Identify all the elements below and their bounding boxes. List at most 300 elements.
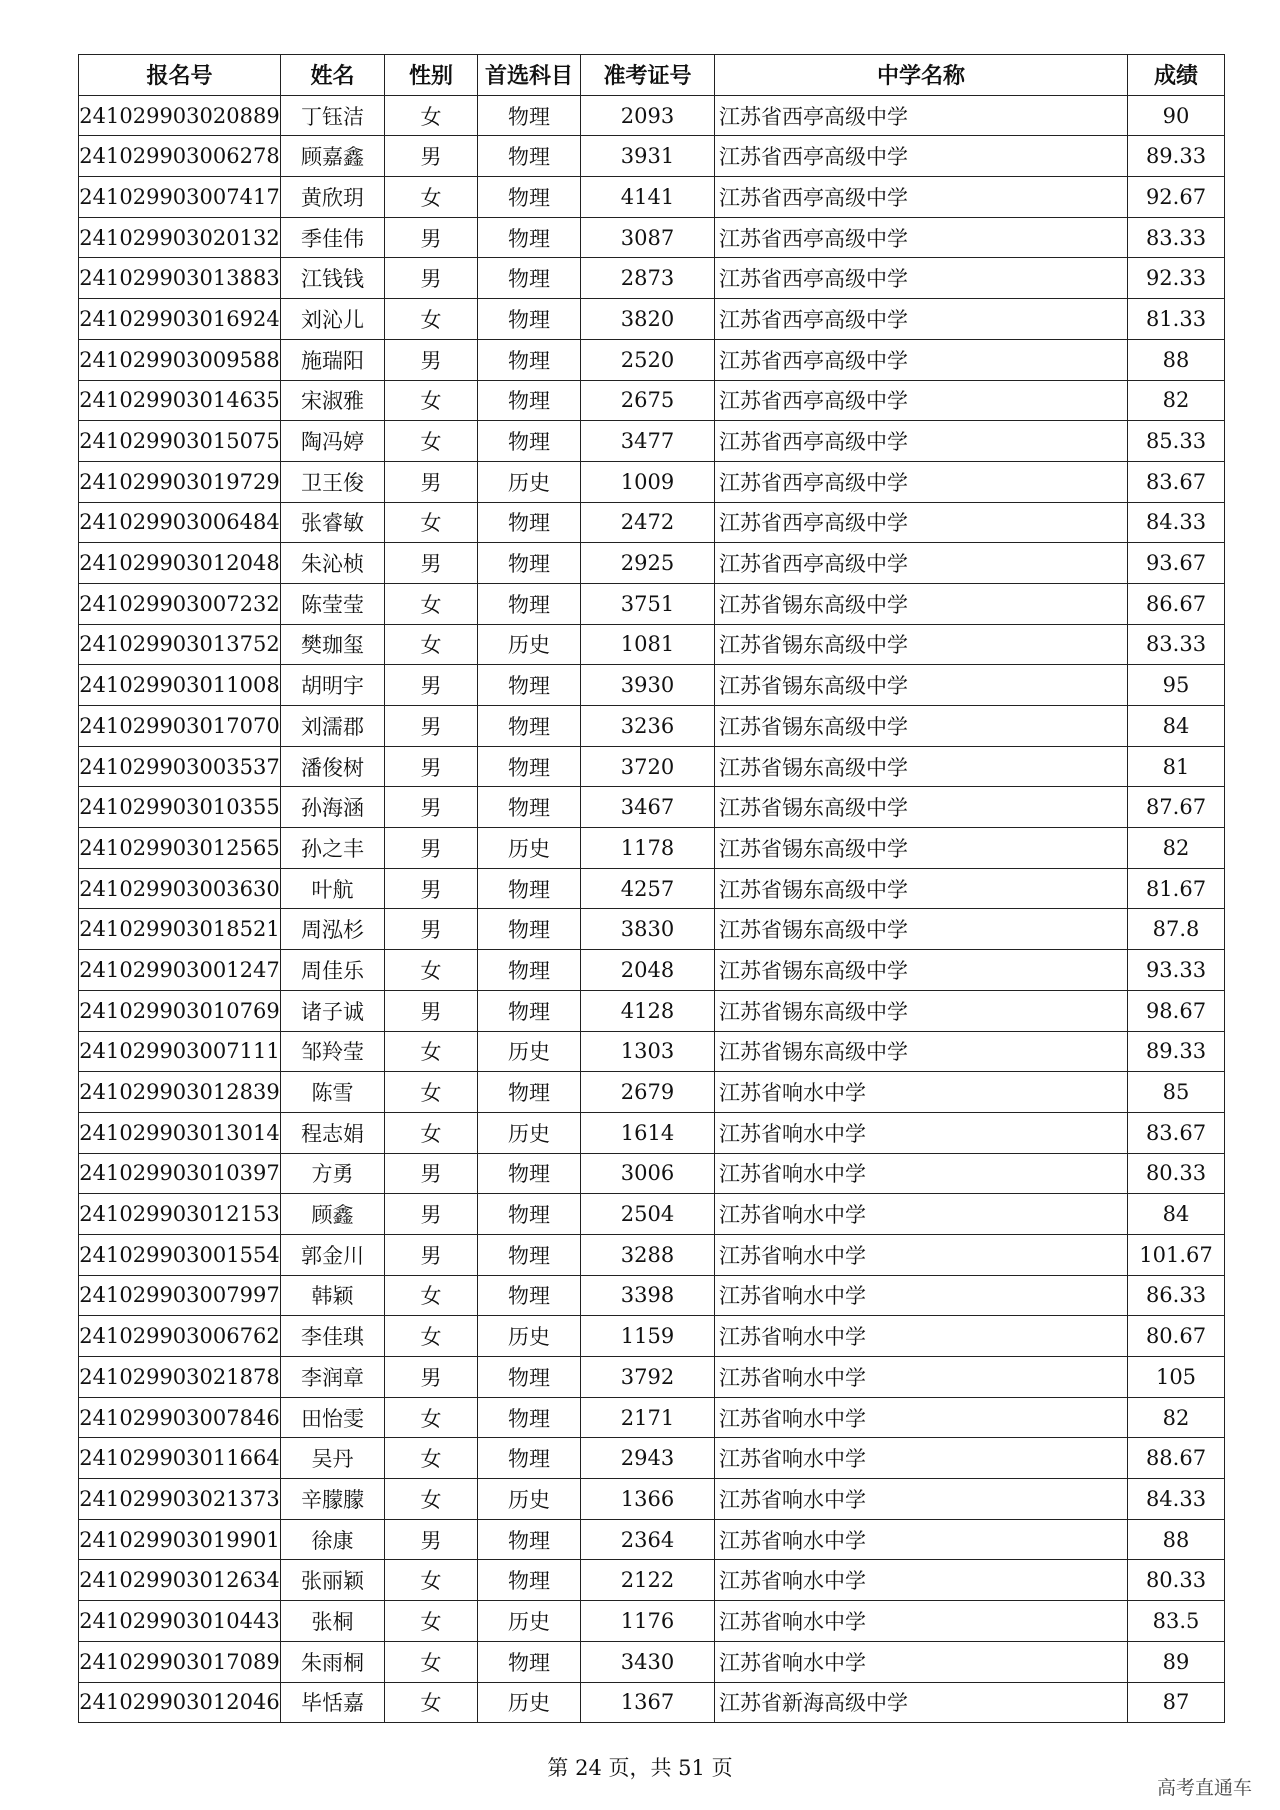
table-row <box>79 1031 1225 1072</box>
ticket-no-cell: 1367 <box>581 1682 715 1723</box>
subject-cell: 历史 <box>478 1316 581 1357</box>
name-cell: 韩颖 <box>281 1275 385 1316</box>
ticket-no-cell: 3930 <box>581 665 715 706</box>
score-cell: 98.67 <box>1128 990 1225 1031</box>
score-cell: 86.33 <box>1128 1275 1225 1316</box>
school-name-cell: 江苏省西亭高级中学 <box>715 543 1128 584</box>
name-cell: 李佳琪 <box>281 1316 385 1357</box>
ticket-no-cell: 2171 <box>581 1397 715 1438</box>
gender-cell: 男 <box>385 828 478 869</box>
name-cell: 孙海涵 <box>281 787 385 828</box>
table-row <box>79 339 1225 380</box>
ticket-no-cell: 3467 <box>581 787 715 828</box>
subject-cell: 物理 <box>478 1153 581 1194</box>
name-cell: 卫王俊 <box>281 461 385 502</box>
name-cell: 诸子诚 <box>281 990 385 1031</box>
school-name-cell: 江苏省西亭高级中学 <box>715 461 1128 502</box>
subject-cell: 物理 <box>478 1072 581 1113</box>
registration-no-cell: 241029903007111 <box>79 1031 281 1072</box>
registration-no-cell: 241029903012565 <box>79 828 281 869</box>
gender-cell: 女 <box>385 1601 478 1642</box>
gender-cell: 男 <box>385 706 478 747</box>
gender-cell: 女 <box>385 624 478 665</box>
school-name-cell: 江苏省锡东高级中学 <box>715 787 1128 828</box>
ticket-no-cell: 3792 <box>581 1357 715 1398</box>
registration-no-cell: 241029903007417 <box>79 177 281 218</box>
name-cell: 周佳乐 <box>281 950 385 991</box>
ticket-no-cell: 1081 <box>581 624 715 665</box>
school-name-cell: 江苏省西亭高级中学 <box>715 136 1128 177</box>
table-row <box>79 1601 1225 1642</box>
registration-no-cell: 241029903007232 <box>79 583 281 624</box>
subject-cell: 物理 <box>478 1275 581 1316</box>
score-cell: 93.67 <box>1128 543 1225 584</box>
registration-no-cell: 241029903012634 <box>79 1560 281 1601</box>
gender-cell: 女 <box>385 1031 478 1072</box>
table-row <box>79 868 1225 909</box>
name-cell: 潘俊树 <box>281 746 385 787</box>
subject-cell: 物理 <box>478 1234 581 1275</box>
ticket-no-cell: 3820 <box>581 299 715 340</box>
subject-cell: 物理 <box>478 299 581 340</box>
table-header-row <box>79 55 1225 96</box>
subject-cell: 物理 <box>478 339 581 380</box>
ticket-no-cell: 2520 <box>581 339 715 380</box>
registration-no-cell: 241029903003630 <box>79 868 281 909</box>
gender-cell: 男 <box>385 1194 478 1235</box>
header-school-name: 中学名称 <box>715 55 1128 96</box>
table-row <box>79 624 1225 665</box>
subject-cell: 历史 <box>478 1682 581 1723</box>
name-cell: 徐康 <box>281 1519 385 1560</box>
gender-cell: 男 <box>385 909 478 950</box>
table-row <box>79 380 1225 421</box>
table-row <box>79 461 1225 502</box>
registration-no-cell: 241029903001554 <box>79 1234 281 1275</box>
subject-cell: 物理 <box>478 95 581 136</box>
ticket-no-cell: 1176 <box>581 1601 715 1642</box>
registration-no-cell: 241029903012153 <box>79 1194 281 1235</box>
school-name-cell: 江苏省锡东高级中学 <box>715 624 1128 665</box>
name-cell: 程志娟 <box>281 1112 385 1153</box>
registration-no-cell: 241029903010355 <box>79 787 281 828</box>
name-cell: 丁钰洁 <box>281 95 385 136</box>
subject-cell: 物理 <box>478 1194 581 1235</box>
gender-cell: 男 <box>385 217 478 258</box>
ticket-no-cell: 3720 <box>581 746 715 787</box>
gender-cell: 男 <box>385 1234 478 1275</box>
table-row <box>79 1560 1225 1601</box>
score-cell: 83.67 <box>1128 1112 1225 1153</box>
registration-no-cell: 241029903006762 <box>79 1316 281 1357</box>
subject-cell: 物理 <box>478 787 581 828</box>
table-row <box>79 746 1225 787</box>
table-row <box>79 950 1225 991</box>
ticket-no-cell: 2675 <box>581 380 715 421</box>
registration-no-cell: 241029903010397 <box>79 1153 281 1194</box>
header-registration-no: 报名号 <box>79 55 281 96</box>
gender-cell: 男 <box>385 136 478 177</box>
gender-cell: 女 <box>385 1560 478 1601</box>
name-cell: 孙之丰 <box>281 828 385 869</box>
ticket-no-cell: 3751 <box>581 583 715 624</box>
school-name-cell: 江苏省锡东高级中学 <box>715 950 1128 991</box>
school-name-cell: 江苏省响水中学 <box>715 1072 1128 1113</box>
score-cell: 86.67 <box>1128 583 1225 624</box>
table-row <box>79 1682 1225 1723</box>
subject-cell: 物理 <box>478 177 581 218</box>
gender-cell: 男 <box>385 1153 478 1194</box>
subject-cell: 历史 <box>478 1112 581 1153</box>
score-cell: 92.67 <box>1128 177 1225 218</box>
subject-cell: 物理 <box>478 421 581 462</box>
subject-cell: 物理 <box>478 258 581 299</box>
gender-cell: 男 <box>385 868 478 909</box>
registration-no-cell: 241029903018521 <box>79 909 281 950</box>
gender-cell: 男 <box>385 1357 478 1398</box>
school-name-cell: 江苏省响水中学 <box>715 1479 1128 1520</box>
score-cell: 88 <box>1128 339 1225 380</box>
registration-no-cell: 241029903007997 <box>79 1275 281 1316</box>
score-cell: 88 <box>1128 1519 1225 1560</box>
registration-no-cell: 241029903012046 <box>79 1682 281 1723</box>
score-table <box>78 54 1225 1723</box>
school-name-cell: 江苏省响水中学 <box>715 1194 1128 1235</box>
registration-no-cell: 241029903017089 <box>79 1641 281 1682</box>
score-cell: 81 <box>1128 746 1225 787</box>
ticket-no-cell: 2504 <box>581 1194 715 1235</box>
name-cell: 施瑞阳 <box>281 339 385 380</box>
registration-no-cell: 241029903011008 <box>79 665 281 706</box>
table-row <box>79 502 1225 543</box>
name-cell: 陈雪 <box>281 1072 385 1113</box>
gender-cell: 女 <box>385 1072 478 1113</box>
table-row <box>79 258 1225 299</box>
ticket-no-cell: 2048 <box>581 950 715 991</box>
score-cell: 84 <box>1128 706 1225 747</box>
subject-cell: 物理 <box>478 1519 581 1560</box>
gender-cell: 男 <box>385 1519 478 1560</box>
score-cell: 83.33 <box>1128 217 1225 258</box>
table-row <box>79 1519 1225 1560</box>
ticket-no-cell: 2093 <box>581 95 715 136</box>
score-cell: 85.33 <box>1128 421 1225 462</box>
ticket-no-cell: 3430 <box>581 1641 715 1682</box>
gender-cell: 男 <box>385 665 478 706</box>
gender-cell: 女 <box>385 380 478 421</box>
registration-no-cell: 241029903013014 <box>79 1112 281 1153</box>
school-name-cell: 江苏省响水中学 <box>715 1601 1128 1642</box>
registration-no-cell: 241029903015075 <box>79 421 281 462</box>
gender-cell: 女 <box>385 1641 478 1682</box>
registration-no-cell: 241029903021878 <box>79 1357 281 1398</box>
school-name-cell: 江苏省锡东高级中学 <box>715 868 1128 909</box>
subject-cell: 历史 <box>478 1601 581 1642</box>
registration-no-cell: 241029903016924 <box>79 299 281 340</box>
subject-cell: 历史 <box>478 1479 581 1520</box>
table-row <box>79 1072 1225 1113</box>
score-cell: 89.33 <box>1128 1031 1225 1072</box>
subject-cell: 物理 <box>478 583 581 624</box>
registration-no-cell: 241029903007846 <box>79 1397 281 1438</box>
registration-no-cell: 241029903012048 <box>79 543 281 584</box>
score-cell: 89.33 <box>1128 136 1225 177</box>
registration-no-cell: 241029903006278 <box>79 136 281 177</box>
school-name-cell: 江苏省响水中学 <box>715 1316 1128 1357</box>
subject-cell: 物理 <box>478 706 581 747</box>
ticket-no-cell: 2873 <box>581 258 715 299</box>
registration-no-cell: 241029903019901 <box>79 1519 281 1560</box>
header-score: 成绩 <box>1128 55 1225 96</box>
subject-cell: 物理 <box>478 502 581 543</box>
name-cell: 毕恬嘉 <box>281 1682 385 1723</box>
gender-cell: 男 <box>385 258 478 299</box>
school-name-cell: 江苏省西亭高级中学 <box>715 299 1128 340</box>
gender-cell: 男 <box>385 787 478 828</box>
subject-cell: 物理 <box>478 950 581 991</box>
name-cell: 李润章 <box>281 1357 385 1398</box>
ticket-no-cell: 3288 <box>581 1234 715 1275</box>
ticket-no-cell: 4128 <box>581 990 715 1031</box>
subject-cell: 历史 <box>478 1031 581 1072</box>
school-name-cell: 江苏省西亭高级中学 <box>715 339 1128 380</box>
gender-cell: 女 <box>385 177 478 218</box>
ticket-no-cell: 2472 <box>581 502 715 543</box>
school-name-cell: 江苏省响水中学 <box>715 1560 1128 1601</box>
name-cell: 张桐 <box>281 1601 385 1642</box>
subject-cell: 物理 <box>478 217 581 258</box>
name-cell: 方勇 <box>281 1153 385 1194</box>
table-row <box>79 177 1225 218</box>
score-cell: 83.33 <box>1128 624 1225 665</box>
name-cell: 胡明宇 <box>281 665 385 706</box>
gender-cell: 女 <box>385 1682 478 1723</box>
table-row <box>79 1234 1225 1275</box>
subject-cell: 历史 <box>478 828 581 869</box>
ticket-no-cell: 1366 <box>581 1479 715 1520</box>
registration-no-cell: 241029903003537 <box>79 746 281 787</box>
school-name-cell: 江苏省西亭高级中学 <box>715 502 1128 543</box>
name-cell: 叶航 <box>281 868 385 909</box>
header-first-subject: 首选科目 <box>478 55 581 96</box>
gender-cell: 女 <box>385 299 478 340</box>
ticket-no-cell: 2943 <box>581 1438 715 1479</box>
score-table-container <box>78 54 1224 1723</box>
table-row <box>79 1112 1225 1153</box>
registration-no-cell: 241029903009588 <box>79 339 281 380</box>
name-cell: 刘沁儿 <box>281 299 385 340</box>
ticket-no-cell: 1009 <box>581 461 715 502</box>
name-cell: 郭金川 <box>281 1234 385 1275</box>
subject-cell: 物理 <box>478 665 581 706</box>
subject-cell: 物理 <box>478 868 581 909</box>
school-name-cell: 江苏省锡东高级中学 <box>715 746 1128 787</box>
ticket-no-cell: 3931 <box>581 136 715 177</box>
score-cell: 84.33 <box>1128 502 1225 543</box>
name-cell: 樊珈玺 <box>281 624 385 665</box>
ticket-no-cell: 2925 <box>581 543 715 584</box>
registration-no-cell: 241029903020889 <box>79 95 281 136</box>
table-row <box>79 828 1225 869</box>
school-name-cell: 江苏省锡东高级中学 <box>715 990 1128 1031</box>
ticket-no-cell: 2364 <box>581 1519 715 1560</box>
school-name-cell: 江苏省锡东高级中学 <box>715 583 1128 624</box>
name-cell: 陈莹莹 <box>281 583 385 624</box>
gender-cell: 女 <box>385 421 478 462</box>
registration-no-cell: 241029903020132 <box>79 217 281 258</box>
subject-cell: 物理 <box>478 1560 581 1601</box>
ticket-no-cell: 3236 <box>581 706 715 747</box>
school-name-cell: 江苏省锡东高级中学 <box>715 706 1128 747</box>
page-number: 第 24 页，共 51 页 <box>547 1756 733 1780</box>
name-cell: 江钱钱 <box>281 258 385 299</box>
registration-no-cell: 241029903006484 <box>79 502 281 543</box>
table-row <box>79 299 1225 340</box>
name-cell: 朱沁桢 <box>281 543 385 584</box>
school-name-cell: 江苏省西亭高级中学 <box>715 217 1128 258</box>
gender-cell: 女 <box>385 502 478 543</box>
score-cell: 101.67 <box>1128 1234 1225 1275</box>
name-cell: 邹羚莹 <box>281 1031 385 1072</box>
registration-no-cell: 241029903019729 <box>79 461 281 502</box>
header-name: 姓名 <box>281 55 385 96</box>
gender-cell: 男 <box>385 990 478 1031</box>
ticket-no-cell: 3398 <box>581 1275 715 1316</box>
gender-cell: 男 <box>385 543 478 584</box>
registration-no-cell: 241029903014635 <box>79 380 281 421</box>
name-cell: 周泓杉 <box>281 909 385 950</box>
gender-cell: 女 <box>385 1397 478 1438</box>
school-name-cell: 江苏省西亭高级中学 <box>715 380 1128 421</box>
name-cell: 刘濡郡 <box>281 706 385 747</box>
ticket-no-cell: 1159 <box>581 1316 715 1357</box>
school-name-cell: 江苏省锡东高级中学 <box>715 665 1128 706</box>
ticket-no-cell: 4141 <box>581 177 715 218</box>
school-name-cell: 江苏省西亭高级中学 <box>715 421 1128 462</box>
score-cell: 80.67 <box>1128 1316 1225 1357</box>
subject-cell: 物理 <box>478 909 581 950</box>
table-row <box>79 95 1225 136</box>
score-cell: 87.8 <box>1128 909 1225 950</box>
table-row <box>79 543 1225 584</box>
score-cell: 105 <box>1128 1357 1225 1398</box>
table-row <box>79 1194 1225 1235</box>
name-cell: 季佳伟 <box>281 217 385 258</box>
name-cell: 宋淑雅 <box>281 380 385 421</box>
school-name-cell: 江苏省响水中学 <box>715 1112 1128 1153</box>
registration-no-cell: 241029903010443 <box>79 1601 281 1642</box>
header-admission-ticket-no: 准考证号 <box>581 55 715 96</box>
subject-cell: 物理 <box>478 136 581 177</box>
gender-cell: 男 <box>385 461 478 502</box>
ticket-no-cell: 3087 <box>581 217 715 258</box>
subject-cell: 物理 <box>478 746 581 787</box>
gender-cell: 女 <box>385 583 478 624</box>
subject-cell: 物理 <box>478 990 581 1031</box>
gender-cell: 女 <box>385 1479 478 1520</box>
table-row <box>79 1316 1225 1357</box>
score-cell: 88.67 <box>1128 1438 1225 1479</box>
table-row <box>79 909 1225 950</box>
subject-cell: 物理 <box>478 1438 581 1479</box>
score-cell: 81.67 <box>1128 868 1225 909</box>
table-row <box>79 1479 1225 1520</box>
table-body <box>79 95 1225 1723</box>
score-cell: 92.33 <box>1128 258 1225 299</box>
score-cell: 82 <box>1128 828 1225 869</box>
score-cell: 85 <box>1128 1072 1225 1113</box>
ticket-no-cell: 1303 <box>581 1031 715 1072</box>
school-name-cell: 江苏省西亭高级中学 <box>715 177 1128 218</box>
score-cell: 87.67 <box>1128 787 1225 828</box>
name-cell: 张睿敏 <box>281 502 385 543</box>
school-name-cell: 江苏省响水中学 <box>715 1153 1128 1194</box>
score-cell: 80.33 <box>1128 1153 1225 1194</box>
registration-no-cell: 241029903013883 <box>79 258 281 299</box>
table-row <box>79 990 1225 1031</box>
score-cell: 87 <box>1128 1682 1225 1723</box>
subject-cell: 物理 <box>478 1641 581 1682</box>
school-name-cell: 江苏省新海高级中学 <box>715 1682 1128 1723</box>
gender-cell: 女 <box>385 1316 478 1357</box>
table-row <box>79 706 1225 747</box>
subject-cell: 历史 <box>478 624 581 665</box>
subject-cell: 历史 <box>478 461 581 502</box>
table-row <box>79 665 1225 706</box>
school-name-cell: 江苏省锡东高级中学 <box>715 1031 1128 1072</box>
score-cell: 83.5 <box>1128 1601 1225 1642</box>
score-cell: 90 <box>1128 95 1225 136</box>
ticket-no-cell: 4257 <box>581 868 715 909</box>
gender-cell: 女 <box>385 1275 478 1316</box>
score-cell: 82 <box>1128 1397 1225 1438</box>
name-cell: 顾嘉鑫 <box>281 136 385 177</box>
gender-cell: 女 <box>385 95 478 136</box>
registration-no-cell: 241029903011664 <box>79 1438 281 1479</box>
name-cell: 田怡雯 <box>281 1397 385 1438</box>
score-cell: 81.33 <box>1128 299 1225 340</box>
name-cell: 朱雨桐 <box>281 1641 385 1682</box>
ticket-no-cell: 1178 <box>581 828 715 869</box>
score-cell: 84 <box>1128 1194 1225 1235</box>
table-row <box>79 421 1225 462</box>
table-row <box>79 1641 1225 1682</box>
registration-no-cell: 241029903017070 <box>79 706 281 747</box>
table-row <box>79 1153 1225 1194</box>
score-cell: 80.33 <box>1128 1560 1225 1601</box>
school-name-cell: 江苏省响水中学 <box>715 1357 1128 1398</box>
ticket-no-cell: 1614 <box>581 1112 715 1153</box>
table-row <box>79 1397 1225 1438</box>
name-cell: 辛朦朦 <box>281 1479 385 1520</box>
score-cell: 82 <box>1128 380 1225 421</box>
score-cell: 83.67 <box>1128 461 1225 502</box>
school-name-cell: 江苏省锡东高级中学 <box>715 828 1128 869</box>
table-row <box>79 217 1225 258</box>
table-row <box>79 136 1225 177</box>
registration-no-cell: 241029903001247 <box>79 950 281 991</box>
score-cell: 95 <box>1128 665 1225 706</box>
school-name-cell: 江苏省响水中学 <box>715 1234 1128 1275</box>
ticket-no-cell: 3477 <box>581 421 715 462</box>
subject-cell: 物理 <box>478 380 581 421</box>
ticket-no-cell: 2679 <box>581 1072 715 1113</box>
name-cell: 吴丹 <box>281 1438 385 1479</box>
registration-no-cell: 241029903010769 <box>79 990 281 1031</box>
name-cell: 陶冯婷 <box>281 421 385 462</box>
table-row <box>79 1438 1225 1479</box>
ticket-no-cell: 2122 <box>581 1560 715 1601</box>
